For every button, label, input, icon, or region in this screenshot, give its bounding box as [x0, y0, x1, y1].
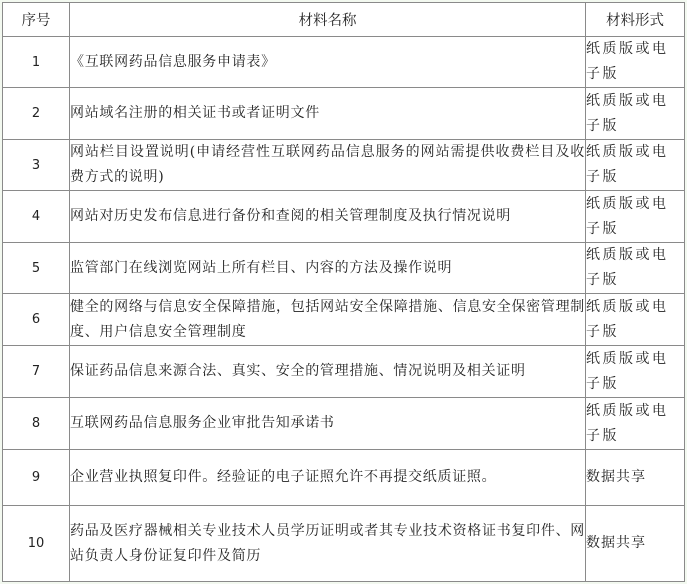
row-number: 3 — [3, 139, 70, 190]
material-form: 纸质版或电子版 — [586, 88, 685, 139]
row-number: 4 — [3, 191, 70, 242]
material-name: 健全的网络与信息安全保障措施，包括网站安全保障措施、信息安全保密管理制度、用户信息安全管理制度 — [70, 294, 586, 345]
material-form: 纸质版或电子版 — [586, 37, 685, 88]
table-row — [3, 242, 685, 293]
material-form: 纸质版或电子版 — [586, 345, 685, 397]
row-number: 10 — [3, 506, 70, 582]
material-form: 纸质版或电子版 — [586, 294, 685, 345]
table-row — [3, 88, 685, 139]
row-number: 1 — [3, 37, 70, 88]
row-number: 7 — [3, 345, 70, 397]
material-form: 纸质版或电子版 — [586, 191, 685, 242]
material-name: 企业营业执照复印件。经验证的电子证照允许不再提交纸质证照。 — [70, 449, 586, 506]
material-form: 数据共享 — [586, 449, 685, 506]
material-form: 纸质版或电子版 — [586, 139, 685, 190]
material-name: 网站域名注册的相关证书或者证明文件 — [70, 88, 586, 139]
table-row — [3, 345, 685, 397]
material-name: 保证药品信息来源合法、真实、安全的管理措施、情况说明及相关证明 — [70, 345, 586, 397]
material-name: 互联网药品信息服务企业审批告知承诺书 — [70, 398, 586, 449]
row-number: 6 — [3, 294, 70, 345]
table-row — [3, 449, 685, 506]
material-form: 数据共享 — [586, 506, 685, 582]
header-name: 材料名称 — [70, 3, 586, 37]
material-name: 《互联网药品信息服务申请表》 — [70, 37, 586, 88]
material-name: 监管部门在线浏览网站上所有栏目、内容的方法及操作说明 — [70, 242, 586, 293]
header-form: 材料形式 — [586, 3, 685, 37]
table-row — [3, 139, 685, 190]
material-name: 网站对历史发布信息进行备份和查阅的相关管理制度及执行情况说明 — [70, 191, 586, 242]
material-form: 纸质版或电子版 — [586, 398, 685, 449]
material-form: 纸质版或电子版 — [586, 242, 685, 293]
materials-table — [2, 2, 685, 582]
row-number: 5 — [3, 242, 70, 293]
row-number: 9 — [3, 449, 70, 506]
row-number: 2 — [3, 88, 70, 139]
header-no: 序号 — [3, 3, 70, 37]
material-name: 药品及医疗器械相关专业技术人员学历证明或者其专业技术资格证书复印件、网站负责人身份证复印件及简历 — [70, 506, 586, 582]
table-row — [3, 37, 685, 88]
table-row — [3, 398, 685, 449]
table-row — [3, 294, 685, 345]
header-row — [3, 3, 685, 37]
material-name: 网站栏目设置说明(申请经营性互联网药品信息服务的网站需提供收费栏目及收费方式的说明) — [70, 139, 586, 190]
table-row — [3, 506, 685, 582]
row-number: 8 — [3, 398, 70, 449]
table-row — [3, 191, 685, 242]
